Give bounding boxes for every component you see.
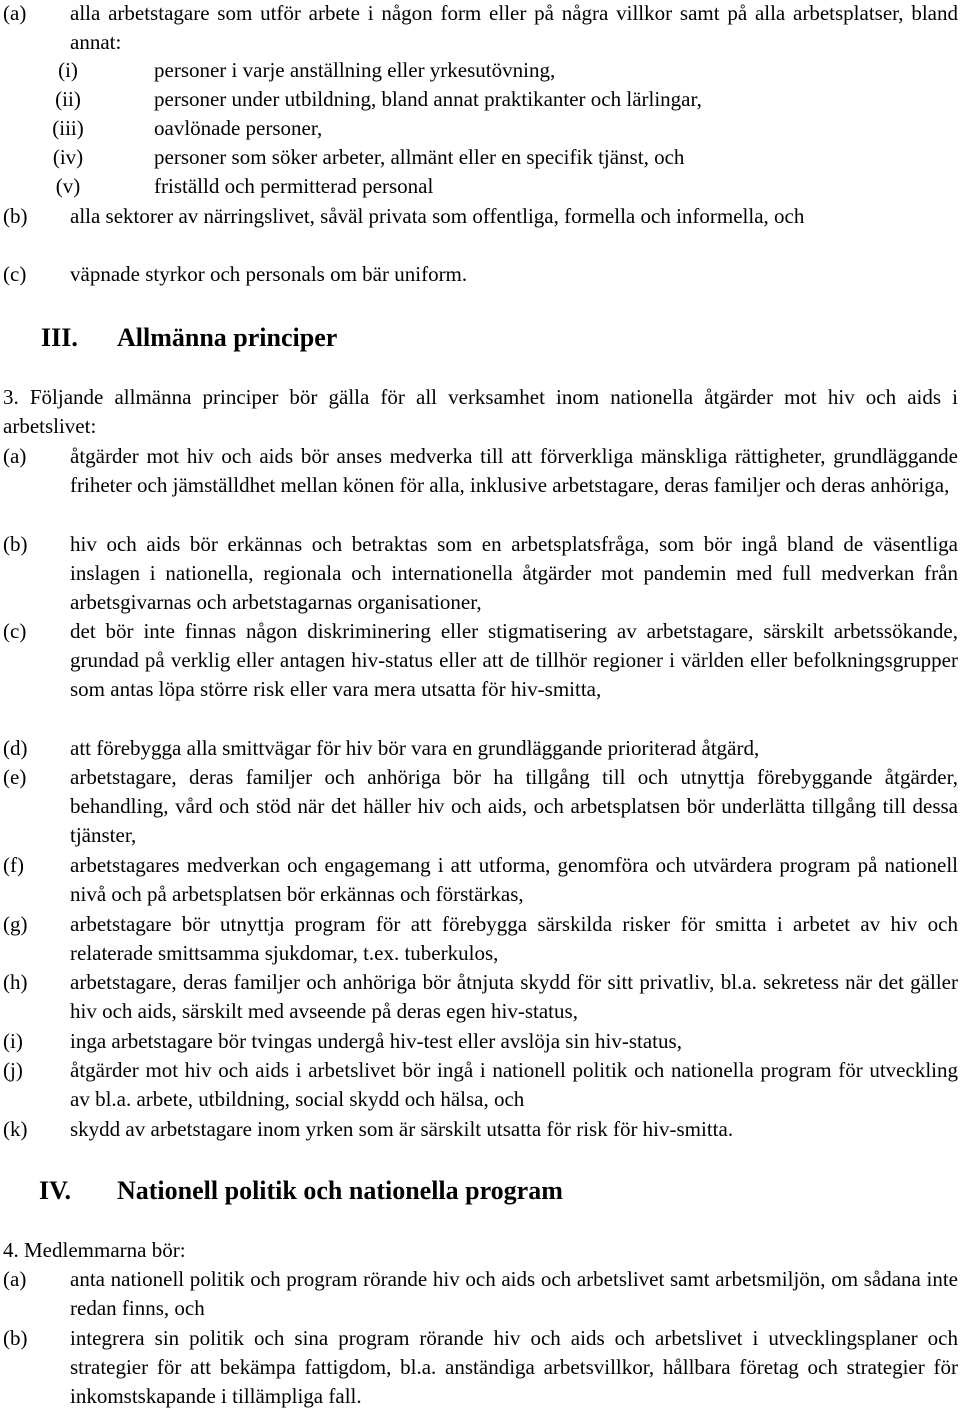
sub-item-label: (v) [55,174,81,198]
item-label: (g) [3,912,28,936]
sub-item-iii [0,114,958,143]
list-item-3b [0,530,958,618]
sub-item-text: personer i varje anställning eller yrkesutövning, [154,58,556,82]
item-text: arbetstagare, deras familjer och anhöriga bör ha tillgång till och utnyttja förebyggande åtgärder, behandling, vård och stöd när det häller hiv och aids, och arbetsplatsen bör underlätta tillgång till dessa tjänster, [70,765,958,848]
item-text: åtgärder mot hiv och aids bör anses medverka till att förverkliga mänskliga rättigheter, grundläggande friheter och jämställdhet mellan könen för alla, inklusive arbetstagare, deras familjer och deras anhöriga, [70,444,958,498]
paragraph-4-intro: 4. Medlemmarna bör: [3,1238,186,1262]
paragraph-3-intro: 3. Följande allmänna principer bör gälla för all verksamhet inom nationella åtgärder mot hiv och aids i arbetslivet: [3,385,958,439]
list-item-3i [0,1027,958,1056]
list-item-3c [0,617,958,705]
item-text: inga arbetstagare bör tvingas undergå hiv-test eller avslöja sin hiv-status, [70,1029,682,1053]
heading-title: Allmänna principer [117,323,338,352]
item-label: (a) [3,1267,27,1291]
item-label: (f) [3,853,24,877]
item-label: (i) [3,1029,23,1053]
item-label: (b) [3,532,28,556]
item-text: alla sektorer av närringslivet, såväl privata som offentliga, formella och informella, och [70,204,805,228]
list-item-3a [0,442,958,500]
item-label: (e) [3,765,27,789]
list-item-4b [0,1324,958,1412]
item-text: integrera sin politik och sina program rörande hiv och aids och arbetslivet i utvecklingsplaner och strategier för att bekämpa fattigdom, bl.a. anständiga arbetsvillkor, hållbara företag och strategier för inkomstskapande i tillämpliga fall. [70,1326,958,1409]
item-label: (c) [3,262,27,286]
item-text: skydd av arbetstagare inom yrken som är särskilt utsatta för risk för hiv-smitta. [70,1117,734,1141]
item-text: arbetstagare, deras familjer och anhöriga bör åtnjuta skydd för sitt privatliv, bl.a. sekretess när det gäller hiv och aids, särskilt med avseende på deras egen hiv-status, [70,970,958,1024]
sub-item-v [0,172,958,201]
heading-number: IV. [39,1176,72,1205]
item-label: (k) [3,1117,28,1141]
item-label: (c) [3,619,27,643]
item-text: anta nationell politik och program rörande hiv och aids och arbetslivet samt arbetsmiljön, om sådana inte redan finns, och [70,1267,958,1321]
item-text: arbetstagares medverkan och engagemang i att utforma, genomföra och utvärdera program på nationell nivå och på arbetsplatsen bör erkännas och förstärkas, [70,853,958,907]
list-item-2a [0,0,958,57]
item-label: (d) [3,736,28,760]
sub-item-text: personer som söker arbeter, allmänt eller en specifik tjänst, och [154,145,685,169]
sub-item-i [0,56,958,85]
sub-item-text: friställd och permitterad personal [154,174,434,198]
list-item-2b [0,202,958,231]
item-label: (b) [3,204,28,228]
sub-item-label: (iv) [52,145,84,169]
list-item-3g [0,910,958,968]
heading-title: Nationell politik och nationella program [117,1176,563,1205]
list-item-4a [0,1265,958,1323]
list-item-3e [0,763,958,851]
item-text: väpnade styrkor och personals om bär uniform. [70,262,468,286]
sub-item-label: (i) [58,58,78,82]
list-item-3f [0,851,958,909]
sub-item-label: (iii) [52,116,84,140]
item-label: (a) [3,1,27,25]
item-text: alla arbetstagare som utför arbete i någon form eller på några villkor samt på alla arbetsplatser, bland annat: [70,1,958,55]
list-item-2c [0,260,958,289]
item-text: hiv och aids bör erkännas och betraktas som en arbetsplatsfråga, som bör ingå bland de väsentliga inslagen i nationella, regionala och internationella åtgärder mot pandemin med full medverkan från arbetsgivarnas och arbetstagarnas organisationer, [70,532,958,615]
item-text: åtgärder mot hiv och aids i arbetslivet bör ingå i nationell politik och nationella program för utveckling av bl.a. arbete, utbildning, social skydd och hälsa, och [70,1058,958,1112]
item-label: (b) [3,1326,28,1350]
list-item-3j [0,1056,958,1114]
list-item-3h [0,968,958,1026]
list-item-3k [0,1115,958,1144]
heading-number: III. [41,323,78,352]
sub-item-label: (ii) [55,87,81,111]
item-label: (j) [3,1058,23,1082]
list-item-3d [0,734,958,763]
sub-item-text: oavlönade personer, [154,116,323,140]
sub-item-text: personer under utbildning, bland annat praktikanter och lärlingar, [154,87,702,111]
sub-item-ii [0,85,958,114]
item-label: (h) [3,970,28,994]
item-text: det bör inte finnas någon diskriminering eller stigmatisering av arbetstagare, särskilt arbetssökande, grundad på verklig eller antagen hiv-status eller att de tillhör regioner i världen eller befolkningsgrupper som antas löpa större risk eller vara mera utsatta för hiv-smitta, [70,619,958,702]
sub-item-iv [0,143,958,172]
item-label: (a) [3,444,27,468]
item-text: att förebygga alla smittvägar för hiv bör vara en grundläggande prioriterad åtgärd, [70,736,760,760]
item-text: arbetstagare bör utnyttja program för att förebygga särskilda risker för smitta i arbetet av hiv och relaterade smittsamma sjukdomar, t.ex. tuberkulos, [70,912,958,966]
